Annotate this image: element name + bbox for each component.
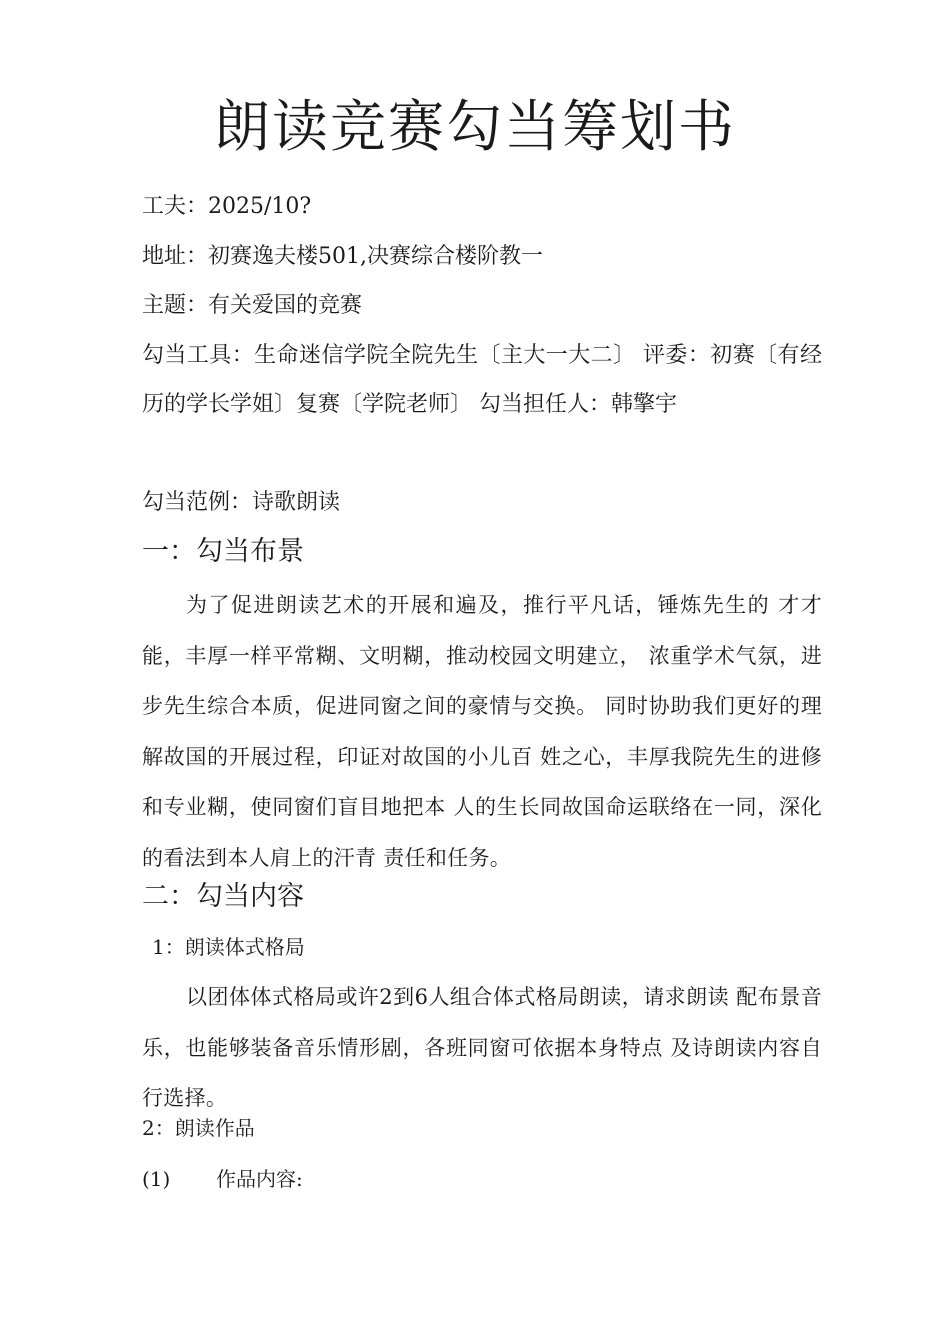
subsection-reading-format-body: 以团体体式格局或许2到6人组合体式格局朗读，请求朗读 配布景音乐，也能够装备音乐情形剧，各班同窗可依据本身特点 及诗朗读内容自行选择。 xyxy=(142,985,822,1110)
subsection-reading-format: 1：朗读体式格局 xyxy=(152,935,305,959)
meta-time: 工夫：2025/10? xyxy=(142,194,312,219)
section-heading-background: 一：勾当布景 xyxy=(142,536,304,567)
list-item-text: 作品内容: xyxy=(216,1167,303,1191)
section-heading-content: 二：勾当内容 xyxy=(142,881,304,912)
meta-theme: 主题：有关爱国的竞赛 xyxy=(142,293,363,318)
list-item-number: (1) xyxy=(142,1167,171,1191)
section-body-background: 为了促进朗读艺术的开展和遍及，推行平凡话，锤炼先生的 才才能，丰厚一样平常糊、文明糊，推动校园文明建立， 浓重学术气氛，进步先生综合本质，促进同窗之间的豪情与交换。 同时协助我们更好的理解故国的开展过程，印证对故国的小儿百 姓之心，丰厚我院先生的进修和专业糊，使同窗们盲目地把本 人的生长同故国命运联络在一同，深化的看法到本人肩上的汗青 责任和任务。 xyxy=(142,593,822,870)
subsection-reading-works: 2：朗读作品 xyxy=(142,1116,255,1140)
meta-participants: 勾当工具：生命迷信学院全院先生〔主大一大二〕 评委：初赛〔有经历的学长学姐〕复赛〔学院老师〕 勾当担任人：韩擎宇 xyxy=(142,343,822,417)
document-title: 朗读竞赛勾当筹划书 xyxy=(214,95,736,160)
meta-location: 地址：初赛逸夫楼501,决赛综合楼阶教一 xyxy=(142,244,543,269)
meta-category: 勾当范例：诗歌朗读 xyxy=(142,490,341,515)
